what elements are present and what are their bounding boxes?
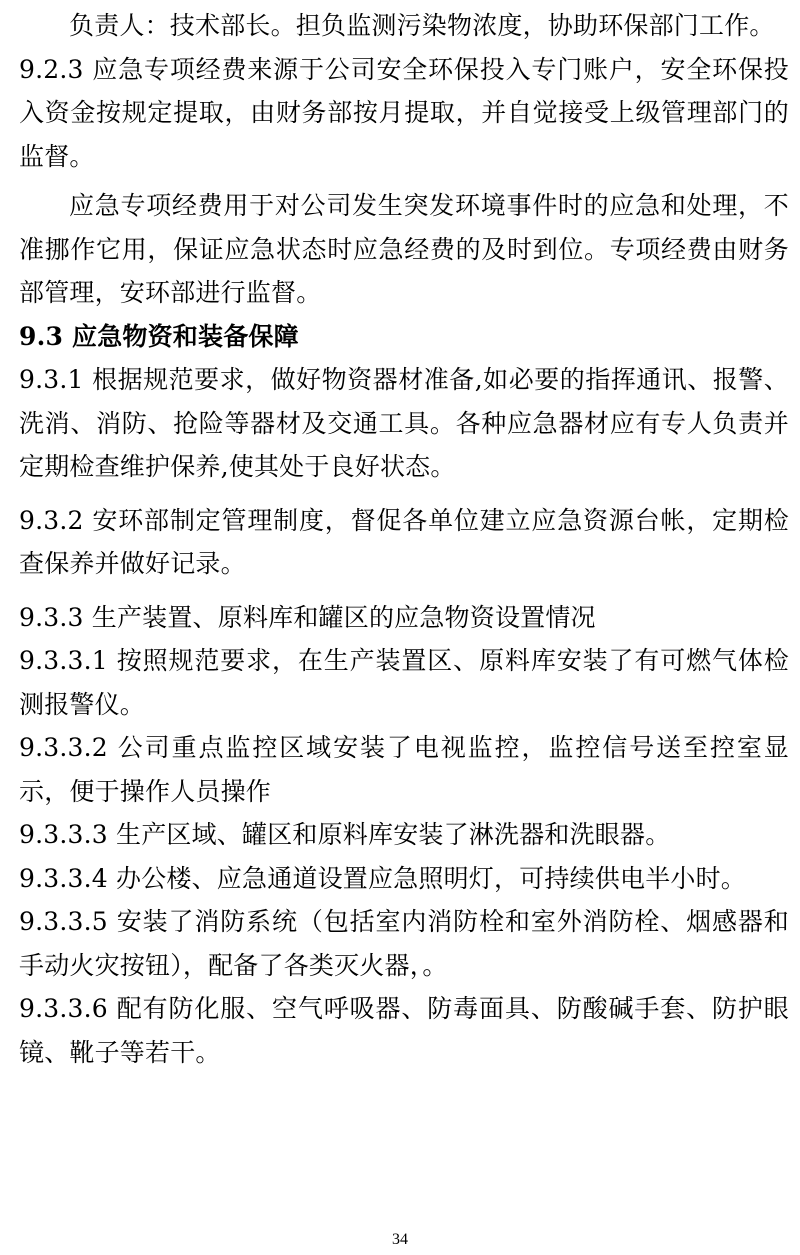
paragraph-9-3-2: 9.3.2 安环部制定管理制度，督促各单位建立应急资源台帐，定期检查保养并做好记录。 [19,505,789,578]
paragraph-fund-usage: 应急专项经费用于对公司发生突发环境事件时的应急和处理，不准挪作它用，保证应急状态时应急经费的及时到位。专项经费由财务部管理，安环部进行监督。 [19,191,789,307]
paragraph-9-3-1: 9.3.1 根据规范要求，做好物资器材准备,如必要的指挥通讯、报警、洗消、消防、抢险等器材及交通工具。各种应急器材应有专人负责并定期检查维护保养,使其处于良好状态。 [19,365,789,481]
page-number: 34 [392,1231,408,1248]
paragraph-responsible-person: 负责人：技术部长。担负监测污染物浓度，协助环保部门工作。 [69,11,775,40]
paragraph-9-3-3-1: 9.3.3.1 按照规范要求，在生产装置区、原料库安装了有可燃气体检测报警仪。 [19,646,789,719]
section-heading-9-3: 9.3 应急物资和装备保障 [19,321,299,351]
paragraph-9-3-3-3: 9.3.3.3 生产区域、罐区和原料库安装了淋洗器和洗眼器。 [19,820,671,849]
paragraph-9-2-3: 9.2.3 应急专项经费来源于公司安全环保投入专门账户，安全环保投入资金按规定提取，由财务部按月提取，并自觉接受上级管理部门的监督。 [19,54,789,171]
paragraph-9-3-3-4: 9.3.3.4 办公楼、应急通道设置应急照明灯，可持续供电半小时。 [19,863,747,893]
paragraph-9-3-3-5: 9.3.3.5 安装了消防系统（包括室内消防栓和室外消防栓、烟感器和手动火灾按钮），配备了各类灭火器，。 [19,907,789,980]
paragraph-9-3-3-6: 9.3.3.6 配有防化服、空气呼吸器、防毒面具、防酸碱手套、防护眼镜、靴子等若干。 [19,994,789,1067]
paragraph-9-3-3-2: 9.3.3.2 公司重点监控区域安装了电视监控，监控信号送至控室显示，便于操作人员操作 [19,733,789,806]
paragraph-9-3-3: 9.3.3 生产装置、原料库和罐区的应急物资设置情况 [19,602,596,632]
page-content [19,4,789,1074]
